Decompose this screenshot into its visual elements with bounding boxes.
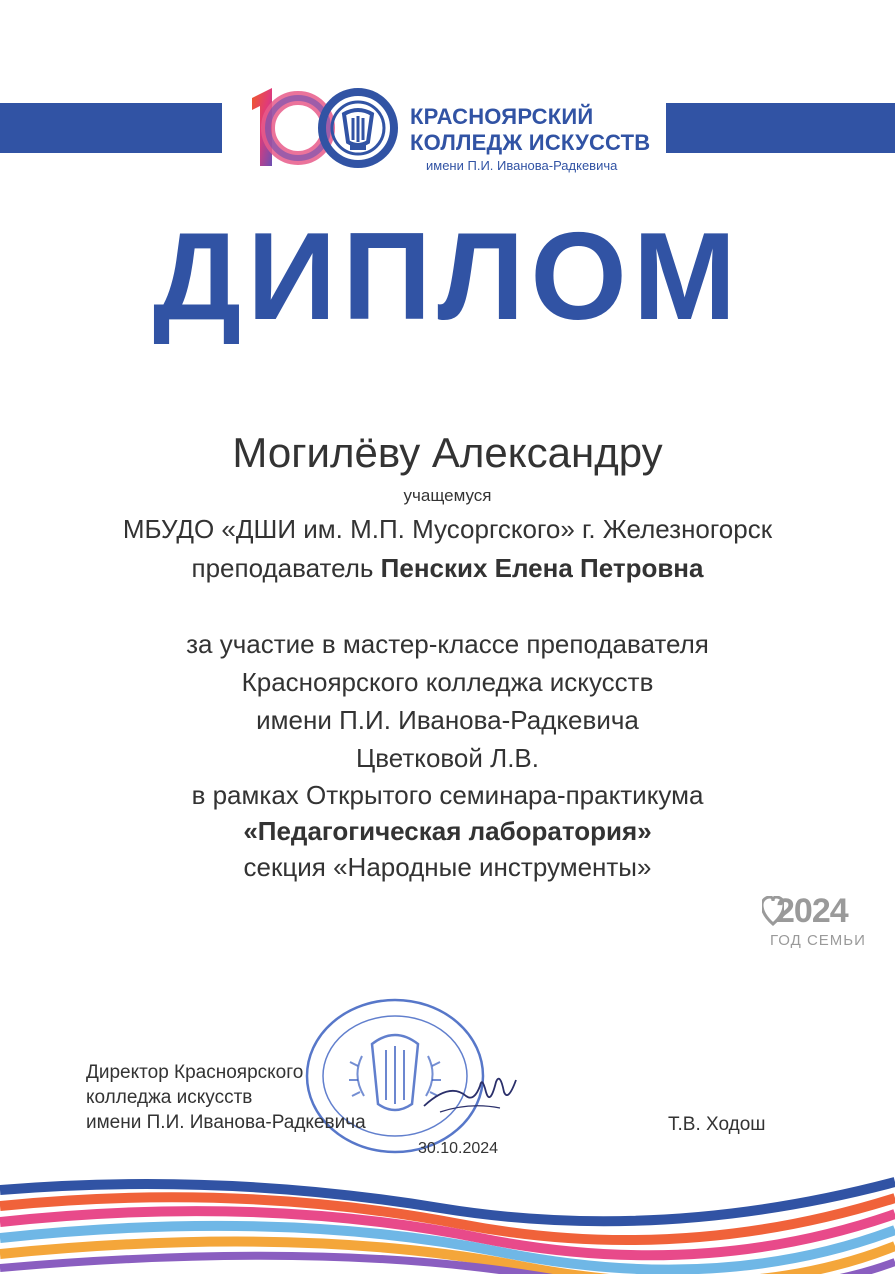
- director-line-3: имени П.И. Иванова-Радкевича: [86, 1112, 366, 1133]
- body-line-1: за участие в мастер-классе преподавателя: [186, 629, 709, 659]
- body-line-5: в рамках Открытого семинара-практикума: [191, 780, 704, 810]
- body-line-7: секция «Народные инструменты»: [243, 852, 652, 882]
- teacher-line: [0, 553, 895, 584]
- header-band-left: [0, 103, 222, 153]
- signer-name: Т.В. Ходош: [668, 1114, 766, 1135]
- body-line-6: «Педагогическая лаборатория»: [243, 816, 652, 846]
- director-title: [86, 1060, 366, 1135]
- college-subtitle: имени П.И. Иванова-Радкевича: [426, 158, 618, 173]
- decorative-ribbons: [0, 1168, 895, 1274]
- year-label: ГОД СЕМЬИ: [770, 932, 866, 949]
- diploma-title: ДИПЛОМ: [152, 208, 743, 346]
- header-band-right: [666, 103, 895, 153]
- recipient-name: Могилёву Александру: [232, 429, 663, 476]
- teacher-label: преподаватель: [191, 553, 374, 583]
- year-of-family-badge: [762, 892, 866, 956]
- director-line-1: Директор Красноярского: [86, 1062, 304, 1083]
- body-line-3: имени П.И. Иванова-Радкевича: [256, 705, 639, 735]
- college-logo-icon: [246, 84, 406, 170]
- director-line-2: колледжа искусств: [86, 1087, 253, 1108]
- issue-date: 30.10.2024: [418, 1140, 499, 1157]
- signature-icon: [420, 1062, 530, 1122]
- college-name-line1: КРАСНОЯРСКИЙ: [410, 104, 594, 129]
- recipient-role: учащемуся: [403, 486, 492, 505]
- college-name-line2: КОЛЛЕДЖ ИСКУССТВ: [410, 130, 651, 155]
- year-number: 2024: [776, 892, 848, 930]
- recipient-school: МБУДО «ДШИ им. М.П. Мусоргского» г. Железногорск: [122, 514, 773, 544]
- teacher-name: Пенских Елена Петровна: [380, 553, 704, 583]
- body-line-4: Цветковой Л.В.: [356, 743, 539, 773]
- college-name: [410, 104, 650, 156]
- body-line-2: Красноярского колледжа искусств: [241, 667, 654, 697]
